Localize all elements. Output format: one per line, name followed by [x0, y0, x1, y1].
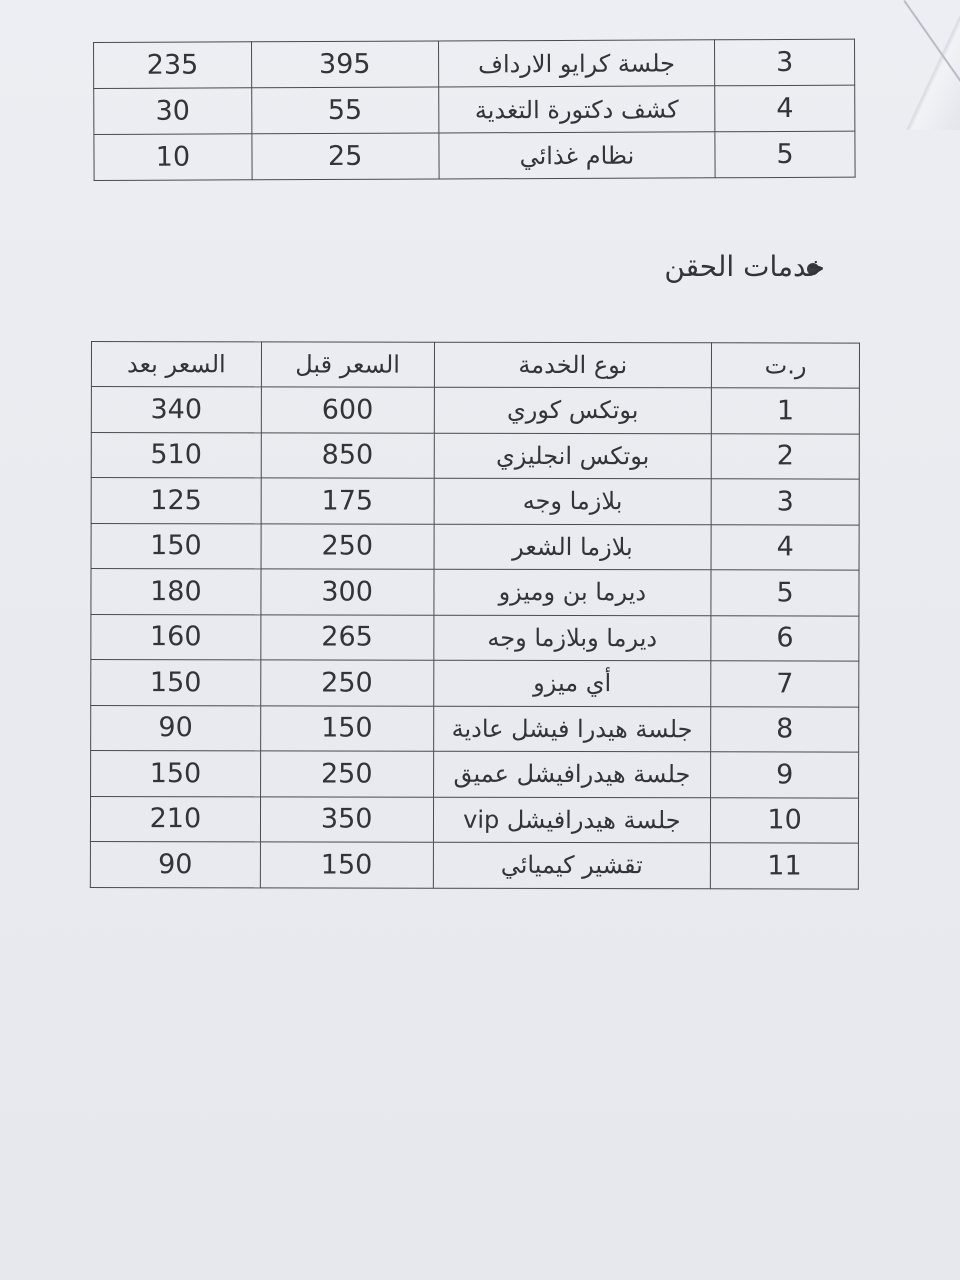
price-after: 235 [94, 42, 252, 89]
price-after: 150 [91, 660, 261, 706]
row-number: 8 [711, 706, 859, 752]
service-name: بلازما وجه [434, 478, 712, 524]
row-number: 6 [711, 615, 859, 661]
price-after: 125 [91, 478, 261, 524]
price-after: 160 [91, 614, 261, 660]
table-row [91, 523, 859, 570]
price-before: 350 [260, 796, 433, 842]
row-number: 3 [711, 479, 859, 525]
price-before: 25 [252, 133, 439, 180]
price-before: 250 [261, 660, 434, 706]
price-before: 395 [251, 41, 438, 88]
price-before: 300 [261, 569, 434, 615]
price-after: 10 [94, 134, 252, 181]
price-after: 30 [94, 88, 252, 135]
table-row [90, 841, 858, 888]
price-after: 210 [90, 796, 260, 842]
price-after: 180 [91, 569, 261, 615]
row-number: 10 [711, 797, 859, 843]
row-number: 5 [711, 570, 859, 616]
table-row [91, 751, 859, 798]
service-name: كشف دكتورة التغدية [438, 86, 715, 133]
service-name: ديرما وبلازما وجه [433, 615, 711, 661]
table-row [91, 614, 859, 661]
header-price-after: السعر بعد [91, 342, 261, 387]
table-row [94, 85, 855, 134]
price-before: 150 [260, 842, 433, 888]
header-number: ر.ت [712, 343, 860, 388]
table-row [90, 796, 858, 843]
price-after: 150 [91, 523, 261, 569]
table-row [94, 39, 855, 88]
row-number: 3 [715, 39, 855, 86]
row-number: 2 [711, 433, 859, 479]
service-name: بوتكس كوري [434, 387, 712, 433]
service-name: جلسة هيدرافيشل vip [433, 797, 711, 843]
service-name: بلازما الشعر [434, 524, 712, 570]
price-before: 600 [261, 387, 434, 433]
price-after: 90 [90, 841, 260, 887]
price-after: 510 [91, 432, 261, 478]
table-header-row [91, 342, 859, 389]
table-row [91, 569, 859, 616]
table-row [91, 705, 859, 752]
service-name: جلسة هيدرا فيشل عادية [433, 706, 711, 752]
price-before: 150 [260, 705, 433, 751]
table-row [91, 387, 859, 434]
service-name: جلسة كرايو الارداف [438, 40, 715, 87]
price-after: 90 [91, 705, 261, 751]
service-name: ديرما بن وميزو [433, 569, 711, 615]
row-number: 1 [712, 388, 860, 434]
price-before: 55 [252, 87, 439, 134]
price-before: 175 [261, 478, 434, 524]
row-number: 4 [715, 85, 855, 132]
price-before: 250 [261, 523, 434, 569]
section-title: خدمات الحقن [664, 250, 825, 283]
header-service: نوع الخدمة [434, 342, 712, 388]
row-number: 11 [711, 843, 859, 889]
service-name: نظام غذائي [438, 132, 715, 179]
injection-price-table [90, 341, 860, 889]
row-number: 4 [711, 524, 859, 570]
price-table-continued [93, 39, 856, 181]
table-row [91, 660, 859, 707]
table-row [94, 131, 855, 180]
service-name: جلسة هيدرافيشل عميق [433, 751, 711, 797]
price-before: 265 [261, 614, 434, 660]
service-name: أي ميزو [433, 660, 711, 706]
table-row [91, 478, 859, 525]
row-number: 7 [711, 661, 859, 707]
service-name: تقشير كيميائي [433, 842, 711, 888]
service-name: بوتكس انجليزي [434, 433, 712, 479]
price-after: 340 [91, 387, 261, 433]
header-price-before: السعر قبل [261, 342, 434, 387]
row-number: 9 [711, 752, 859, 798]
price-before: 250 [260, 751, 433, 797]
price-before: 850 [261, 432, 434, 478]
row-number: 5 [715, 131, 855, 178]
price-after: 150 [91, 751, 261, 797]
table-row [91, 432, 859, 479]
